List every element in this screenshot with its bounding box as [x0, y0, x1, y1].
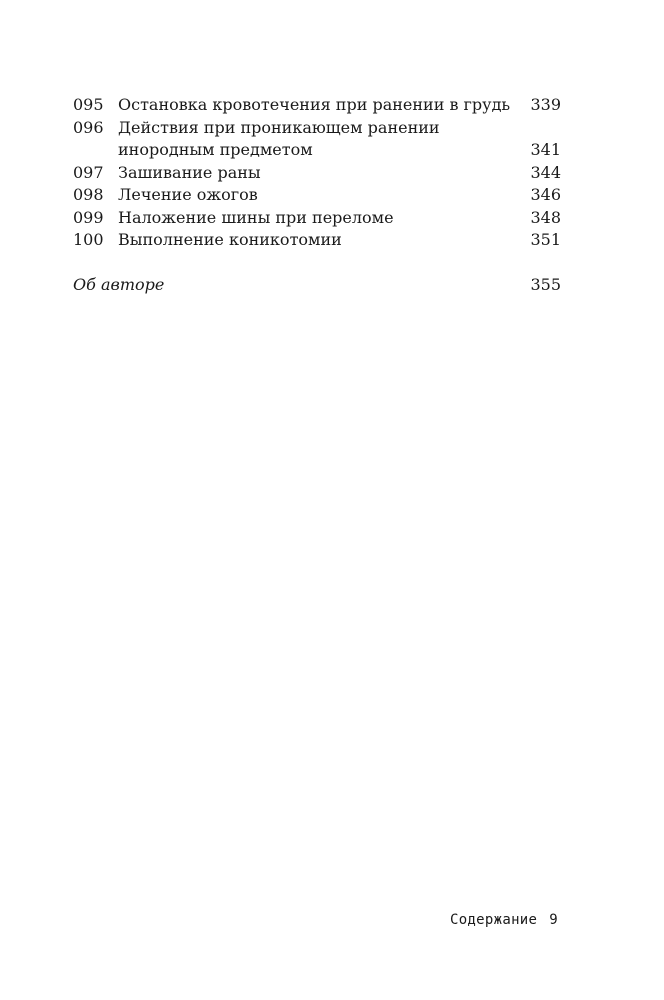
toc-entry-number: 097 — [73, 162, 104, 182]
footer-section-title: Содержание — [449, 912, 538, 928]
toc-entry[interactable] — [73, 184, 561, 207]
toc-entry-page: 341 — [530, 140, 561, 159]
toc-entry-title: Остановка кровотечения при ранении в грудь — [118, 95, 511, 114]
toc-entry-title: Наложение шины при переломе — [118, 207, 394, 227]
toc-entry[interactable] — [73, 117, 561, 162]
toc-entry-title: Действия при проникающем ранении инородным предметом — [118, 117, 440, 159]
toc-entry-page: 344 — [530, 162, 561, 182]
toc-entry-page: 351 — [530, 230, 561, 249]
footer-page-number: 9 — [549, 912, 558, 928]
toc-entry-number: 099 — [73, 207, 104, 227]
toc-entry[interactable] — [73, 229, 561, 252]
toc-entry-number: 098 — [73, 185, 104, 204]
toc-entry-title: Выполнение коникотомии — [118, 230, 342, 249]
table-of-contents — [73, 94, 561, 297]
toc-entry[interactable] — [73, 94, 561, 117]
toc-entry-page: 339 — [530, 95, 561, 114]
toc-entry[interactable] — [73, 162, 561, 185]
running-footer — [450, 912, 558, 928]
toc-entry-number: 100 — [73, 230, 104, 249]
toc-entry-title: Лечение ожогов — [118, 185, 258, 204]
toc-entry-number: 096 — [73, 117, 104, 137]
toc-entry-about-author[interactable] — [73, 274, 561, 297]
toc-entry-page: 346 — [530, 185, 561, 204]
toc-entry[interactable] — [73, 207, 561, 230]
toc-entry-page: 355 — [530, 275, 561, 294]
toc-entry-number: 095 — [73, 95, 104, 114]
toc-entry-title: Зашивание раны — [118, 162, 261, 182]
toc-entry-title: Об авторе — [73, 275, 165, 294]
toc-entry-page: 348 — [530, 207, 561, 227]
